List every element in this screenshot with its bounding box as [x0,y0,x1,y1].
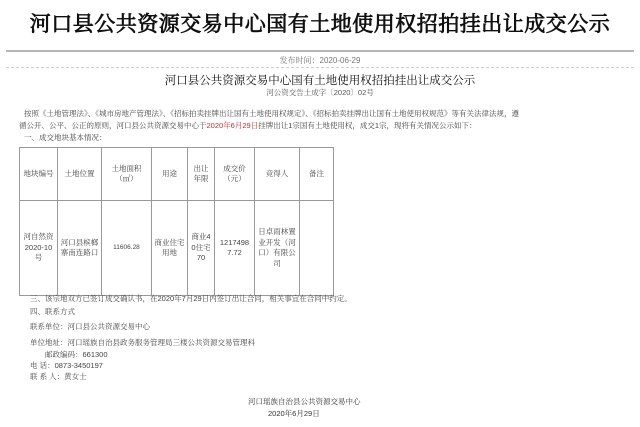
cell-parcel-no: 河自然资2020-10号 [20,201,58,296]
cell-winner: 日卓雨林置业开发（河口）有限公司 [255,201,300,296]
header-cell-location: 土地位置 [58,148,102,201]
contact-address: 单位地址：河口瑶族自治县政务服务管理局三楼公共资源交易管理科 [30,338,255,347]
intro-paragraph-line1: 按照《土地管理法》、《城市房地产管理法》、《招标拍卖挂牌出让国有土地使用权规定》、《招标拍卖挂牌出让国有土地使用权规范》等有关法律法规，遵 [24,109,519,118]
contact-phone: 电 话：0873-3450197 [30,361,103,370]
publish-date: 发布时间：2020-06-29 [279,56,361,65]
intro-text-a: 循公开、公平、公正的原则，河口县公共资源交易中心于 [19,121,207,130]
table-row [20,201,334,296]
section-heading-1: 一、成交地块基本情况： [24,133,107,142]
intro-text-b: 挂牌出让1宗国有土地使用权，成交1宗，现将有关情况公示如下： [258,121,477,130]
note-item-3: 三、该宗地双方已签订成交确认书，在2020年7月29日内签订出让合同，相关事宜在合同中约定。 [30,294,352,303]
date-divider [6,67,634,68]
document-title: 河口县公共资源交易中心国有土地使用权招拍挂出让成交公示 [164,75,476,87]
auction-date-highlight: 2020年6月29日 [206,121,259,130]
cell-remark [300,201,334,296]
header-cell-price: 成交价（元） [215,148,255,201]
contact-person: 联 系 人：黄女士 [30,372,87,381]
header-cell-use: 用途 [152,148,188,201]
document-number: 河公资交告土成字〔2020〕02号 [266,88,374,97]
cell-price: 12174987.72 [215,201,255,296]
cell-area: 11606.28 [102,201,152,296]
cell-use: 商业住宅用地 [152,201,188,296]
cell-location: 河口县槟榔寨南连路口 [58,201,102,296]
header-cell-parcel-no: 地块编号 [20,148,58,201]
note-item-4: 四、联系方式 [30,307,75,316]
header-cell-winner: 竞得人 [255,148,300,201]
contact-postcode: 邮政编码：661300 [45,350,108,359]
footer-organization: 河口瑶族自治县公共资源交易中心 [248,397,361,406]
header-cell-term: 出让年限 [188,148,215,201]
intro-paragraph-line2 [19,120,477,131]
table-header-row [20,148,334,201]
title-divider [6,50,634,52]
page-title: 河口县公共资源交易中心国有土地使用权招拍挂出让成交公示 [29,13,611,36]
contact-unit: 联系单位：河口县公共资源交易中心 [30,322,150,331]
header-cell-area: 土地面积（㎡） [102,148,152,201]
cell-term: 商业40住宅70 [188,201,215,296]
header-cell-remark: 备注 [300,148,334,201]
land-deal-table [19,147,334,296]
footer-date: 2020年6月29日 [268,409,320,418]
